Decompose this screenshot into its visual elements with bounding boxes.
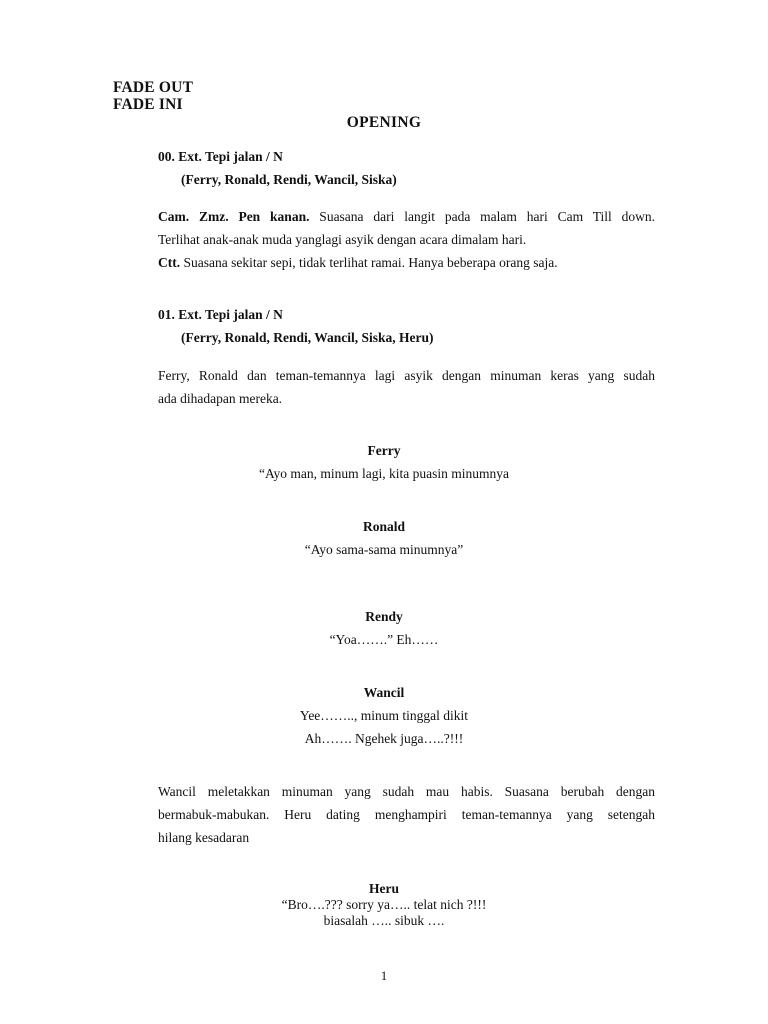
scene-01-action [158,364,655,410]
scene-01-action-line-2: ada dihadapan mereka. [158,391,283,406]
page-number: 1 [380,969,388,983]
opening-title: OPENING [346,114,422,131]
action-2-line-2: bermabuk-mabukan. Heru dating menghampiri teman-temannya yang setengah [158,807,655,822]
scene-00-line-3 [158,251,655,274]
action-paragraph-2 [158,780,655,849]
dialogue-line: “Ayo sama-sama minumnya” [304,542,464,557]
character-name: Wancil [363,685,405,700]
action-2-line-3: hilang kesadaran [158,830,250,845]
scene-00-description [158,205,655,274]
character-name: Ferry [367,443,401,458]
character-name: Rendy [365,609,403,624]
scene-01-heading: 01. Ext. Tepi jalan / N [158,307,283,322]
scene-00-cast: (Ferry, Ronald, Rendi, Wancil, Siska) [181,172,397,187]
camera-direction: Cam. Zmz. Pen kanan. [158,209,310,224]
scene-00-line-3-text: Suasana sekitar sepi, tidak terlihat ramai. Hanya beberapa orang saja. [180,255,558,270]
scene-00-line-1-text: Suasana dari langit pada malam hari Cam Till down. [309,209,655,224]
scene-01-action-line-1: Ferry, Ronald dan teman-temannya lagi asyik dengan minuman keras yang sudah [158,368,655,383]
dialogue-line: “Yoa…….” Eh…… [329,632,439,647]
fade-in-heading: FADE INI [113,96,183,113]
character-name: Ronald [362,519,406,534]
scene-00-heading: 00. Ext. Tepi jalan / N [158,149,283,164]
dialogue-line: Ah……. Ngehek juga…..?!!! [304,731,464,746]
dialogue-line: “Ayo man, minum lagi, kita puasin minumnya [259,466,509,481]
scene-01-cast: (Ferry, Ronald, Rendi, Wancil, Siska, Heru) [181,330,434,345]
dialogue-line: biasalah ….. sibuk …. [323,913,445,928]
scene-00-line-2: Terlihat anak-anak muda yanglagi asyik dengan acara dimalam hari. [158,232,527,247]
action-2-line-1: Wancil meletakkan minuman yang sudah mau habis. Suasana berubah dengan [158,784,655,799]
scene-00-line-1 [158,205,655,228]
character-name: Heru [369,881,399,896]
dialogue-line: “Bro….??? sorry ya….. telat nich ?!!! [281,897,487,912]
note-label: Ctt. [158,255,181,270]
dialogue-line: Yee…….., minum tinggal dikit [299,708,469,723]
fade-out-heading: FADE OUT [113,79,194,96]
